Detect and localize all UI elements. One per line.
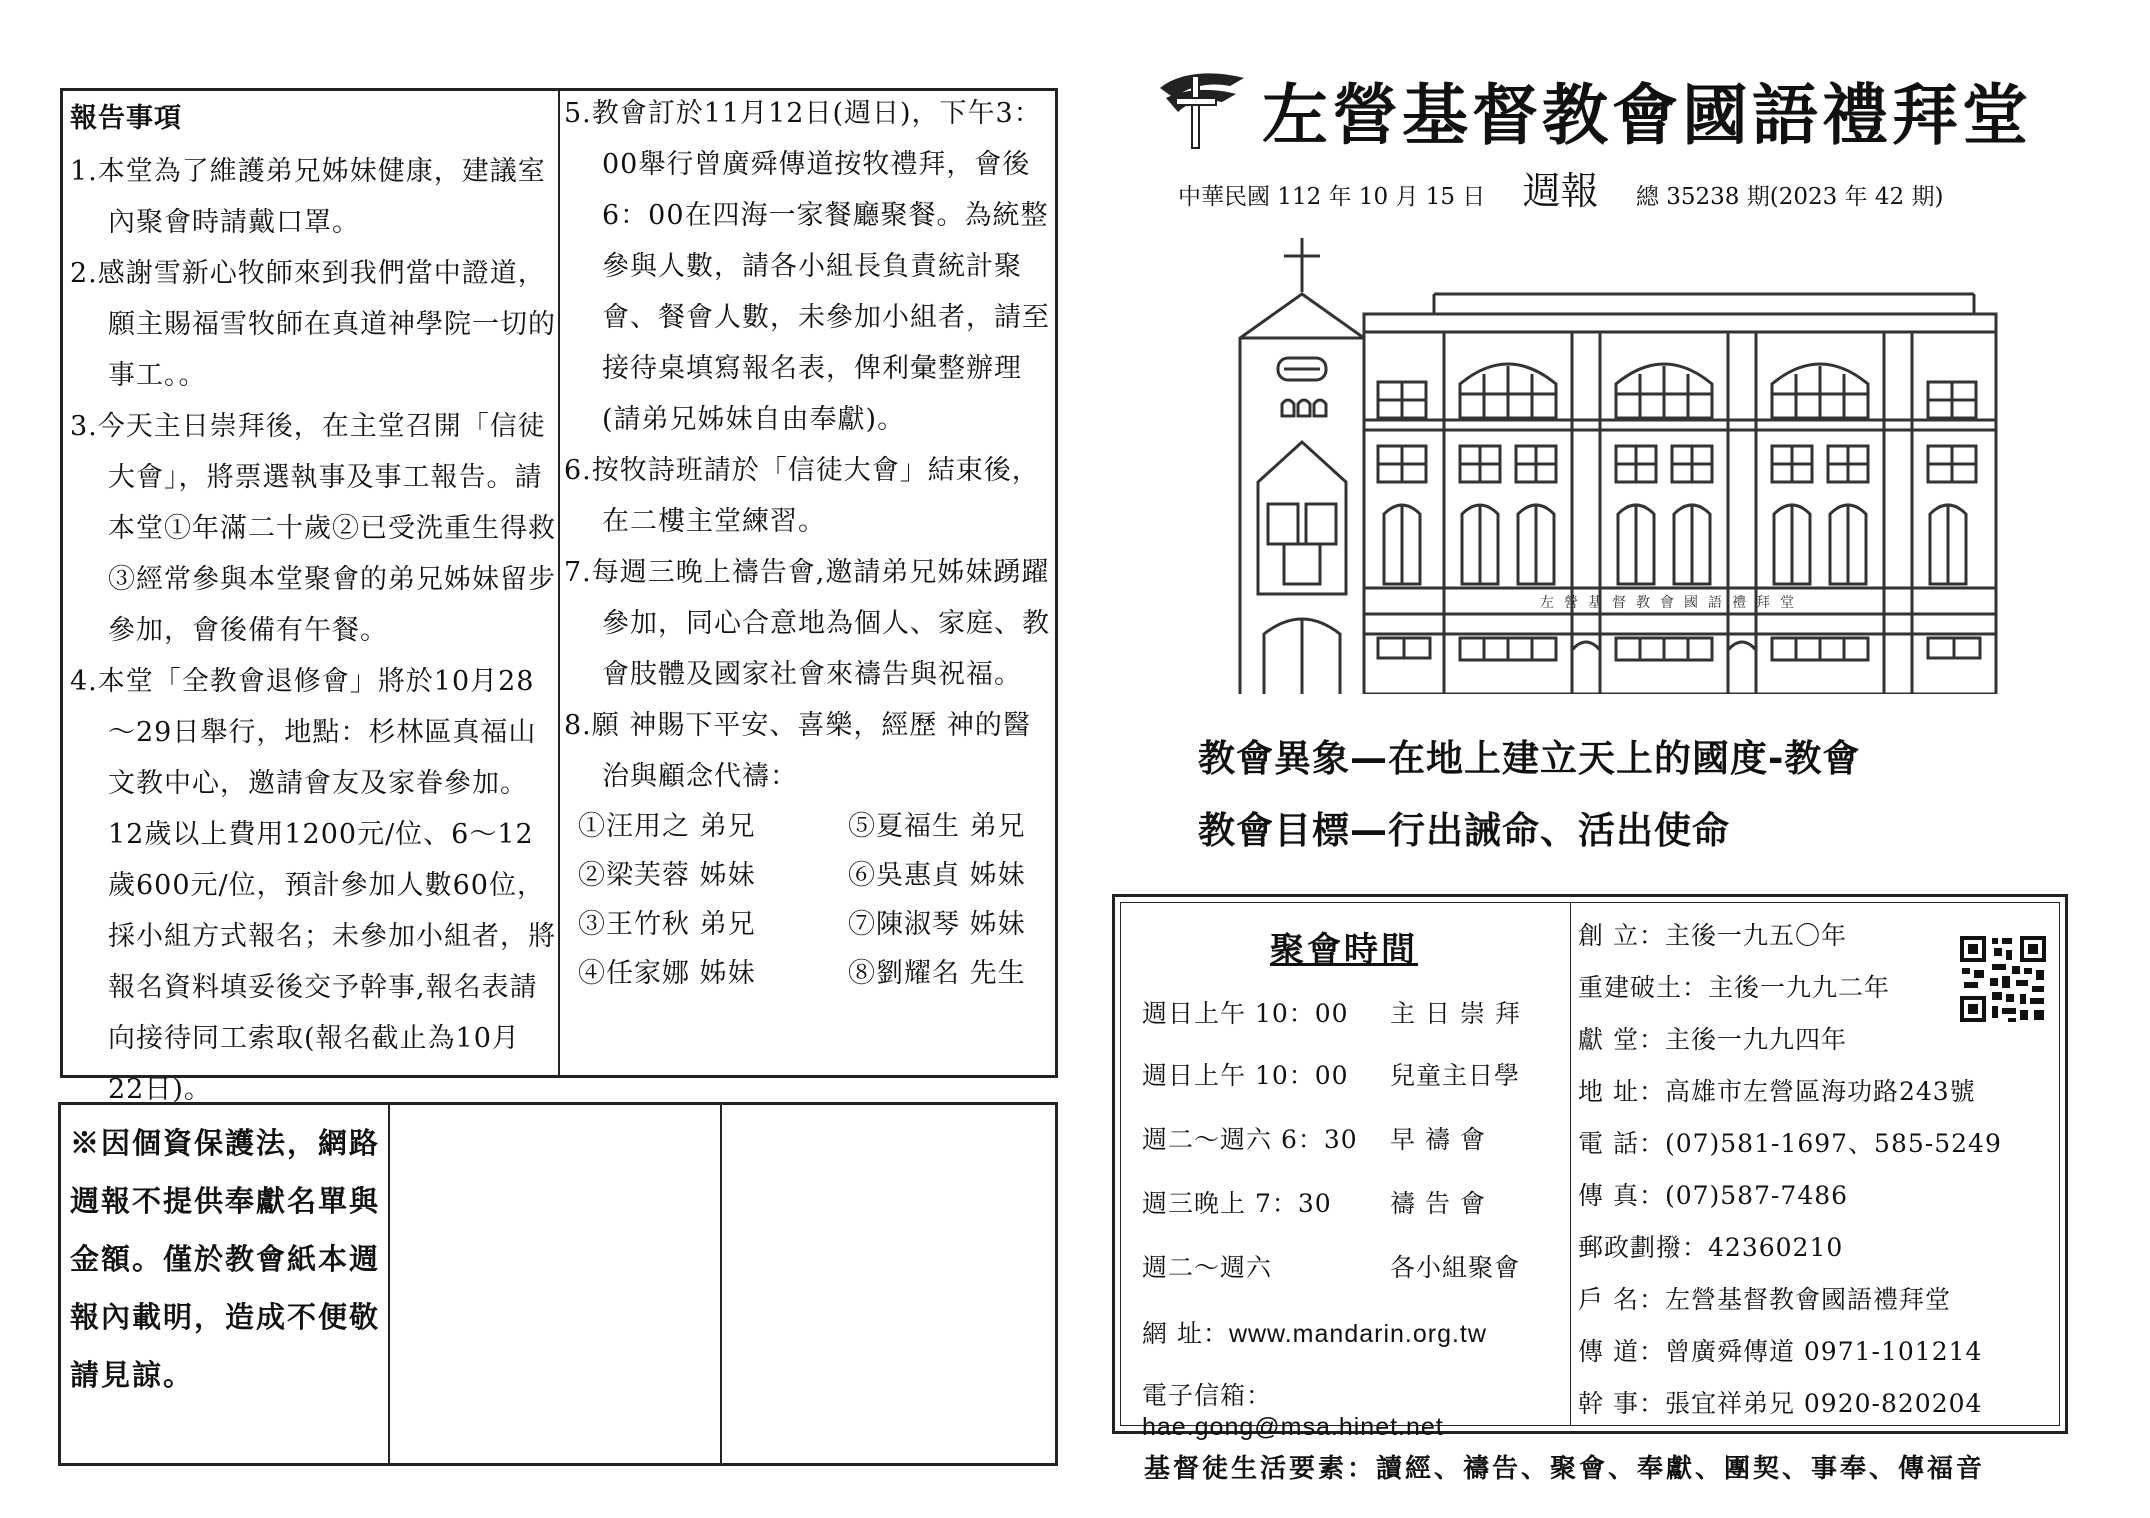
announcement-item: 4.本堂「全教會退修會」將於10月28～29日舉行，地點：杉林區真福山文教中心，邀請會友及家眷參加。12歲以上費用1200元/位、6～12歲600元/位，預計參加人數60位，採小組方式報名；未參加小組者，將報名資料填妥後交予幹事,報名表請向接待同工索取(報名截止為10月22日)。 [70,666,556,1105]
prayer-name: ③王竹秋 弟兄 [578,909,756,940]
privacy-notice: ※因個資保護法，網路週報不提供奉獻名單與金額。僅於教會紙本週報內載明，造成不便敬請見諒。 [70,1126,381,1392]
announcements-right-column [564,88,1054,998]
meeting-time: 週二～週六 [1142,1253,1273,1282]
meeting-name: 各小組聚會 [1390,1253,1521,1282]
announcement-item: 6.按牧詩班請於「信徒大會」結束後，在二樓主堂練習。 [564,455,1040,537]
offering-divider-2 [720,1102,722,1466]
info-value: (07)581-1697、585-5249 [1664,1129,2002,1158]
offering-divider-1 [388,1102,390,1466]
info-value: 主後一九五〇年 [1664,921,1847,950]
church-logo-icon [1152,68,1248,152]
prayer-name: ②梁芙蓉 姊妹 [578,860,756,891]
church-vision: 教會異象—在地上建立天上的國度-教會 [1198,737,1861,780]
info-row [1578,1020,1847,1056]
info-label: 傳 道： [1578,1337,1665,1366]
church-building-illustration [1234,234,2004,694]
announcement-item: 1.本堂為了維護弟兄姊妹健康，建議室內聚會時請戴口罩。 [70,156,546,238]
meeting-row [1142,1120,1486,1156]
info-label: 傳 真： [1578,1181,1665,1210]
info-label: 重建破土： [1578,973,1709,1002]
prayer-name: ①汪用之 弟兄 [578,811,756,842]
info-row [1578,1176,1848,1212]
announcements-left-column [70,92,556,1115]
church-info [1572,902,2060,1426]
qr-code-icon[interactable] [1958,934,2048,1024]
info-value: 曾廣舜傳道 0971-101214 [1664,1337,1983,1366]
info-row [1578,968,1890,1004]
announcements-divider [558,88,560,1078]
meeting-row [1142,1248,1520,1284]
announcement-item: 3.今天主日崇拜後，在主堂召開「信徒大會」，將票選執事及事工報告。請本堂①年滿二十歲②已受洗重生得救③經常參與本堂聚會的弟兄姊妹留步參加，會後備有午餐。 [70,411,556,646]
info-value: 張宜祥弟兄 0920-820204 [1664,1389,1983,1418]
meeting-name: 早 禱 會 [1390,1125,1486,1154]
website-link[interactable]: www.mandarin.org.tw [1228,1320,1487,1348]
info-label: 地 址： [1578,1077,1665,1106]
announcement-item: 5.教會訂於11月12日(週日)，下午3：00舉行曾廣舜傳道按牧禮拜，會後6：00在四海一家餐廳聚餐。為統整參與人數，請各小組長負責統計聚會、餐會人數，未參加小組者，請至接待桌填寫報名表，俾利彙整辦理(請弟兄姊妹自由奉獻)。 [564,98,1050,435]
website-row [1142,1314,1487,1350]
prayer-list [564,802,1054,998]
email-row [1142,1376,1570,1442]
meeting-row [1142,1184,1486,1220]
meeting-times [1120,902,1570,1441]
prayer-name: ⑤夏福生 弟兄 [848,811,1026,842]
meeting-time: 週三晚上 7：30 [1142,1189,1332,1218]
meeting-row [1142,994,1521,1030]
email-link[interactable]: hae.gong@msa.hinet.net [1142,1413,1444,1441]
info-value: 主後一九九四年 [1664,1025,1847,1054]
issue-line [1178,160,1943,215]
meeting-name: 主 日 崇 拜 [1390,999,1521,1028]
website-label: 網 址： [1142,1319,1229,1348]
church-title: 左營基督教會國語禮拜堂 [1262,76,2032,154]
bulletin-label: 週報 [1522,169,1599,213]
info-row [1578,1072,1976,1108]
issue-date: 中華民國 112 年 10 月 15 日 [1178,184,1486,210]
announcement-item: 8.願 神賜下平安、喜樂，經歷 神的醫治與顧念代禱： [564,710,1031,792]
meeting-row [1142,1056,1520,1092]
prayer-name: ⑥吳惠貞 姊妹 [848,860,1026,891]
meeting-time: 週日上午 10：00 [1142,1061,1349,1090]
announcement-item: 7.每週三晚上禱告會,邀請弟兄姊妹踴躍參加，同心合意地為個人、家庭、教會肢體及國家社會來禱告與祝福。 [564,557,1050,690]
issue-number: 總 35238 期(2023 年 42 期) [1635,184,1944,210]
info-label: 獻 堂： [1578,1025,1665,1054]
info-label: 郵政劃撥： [1578,1233,1709,1262]
info-label: 戶 名： [1578,1285,1665,1314]
christian-life-elements: 基督徒生活要素：讀經、禱告、聚會、奉獻、團契、事奉、傳福音 [1144,1454,1986,1484]
info-row [1578,1228,1843,1264]
meeting-times-heading: 聚會時間 [1270,930,1418,970]
prayer-name: ④任家娜 姊妹 [578,958,756,989]
email-label: 電子信箱： [1142,1381,1273,1410]
info-row [1578,1280,1951,1316]
info-value: 左營基督教會國語禮拜堂 [1664,1285,1951,1314]
meeting-name: 兒童主日學 [1390,1061,1521,1090]
info-row [1578,916,1847,952]
info-value: 高雄市左營區海功路243號 [1664,1077,1976,1106]
info-value: 42360210 [1708,1233,1844,1262]
meeting-name: 禱 告 會 [1390,1189,1486,1218]
meeting-info-divider [1570,902,1571,1426]
announcement-item: 2.感謝雪新心牧師來到我們當中證道，願主賜福雪牧師在真道神學院一切的事工。。 [70,258,556,391]
info-value: 主後一九九二年 [1708,973,1891,1002]
info-value: (07)587-7486 [1664,1181,1849,1210]
building-signboard: 左營基督教會國語禮拜堂 [1540,595,1804,611]
info-label: 創 立： [1578,921,1665,950]
prayer-name: ⑦陳淑琴 姊妹 [848,909,1026,940]
prayer-name: ⑧劉耀名 先生 [848,958,1026,989]
info-row [1578,1124,2002,1160]
announcements-heading: 報告事項 [70,103,182,134]
info-row [1578,1332,1982,1368]
meeting-time: 週二～週六 6：30 [1142,1125,1358,1154]
meeting-time: 週日上午 10：00 [1142,999,1349,1028]
info-label: 電 話： [1578,1129,1665,1158]
info-row [1578,1384,1982,1420]
info-label: 幹 事： [1578,1389,1665,1418]
church-goal: 教會目標—行出誡命、活出使命 [1198,809,1730,852]
